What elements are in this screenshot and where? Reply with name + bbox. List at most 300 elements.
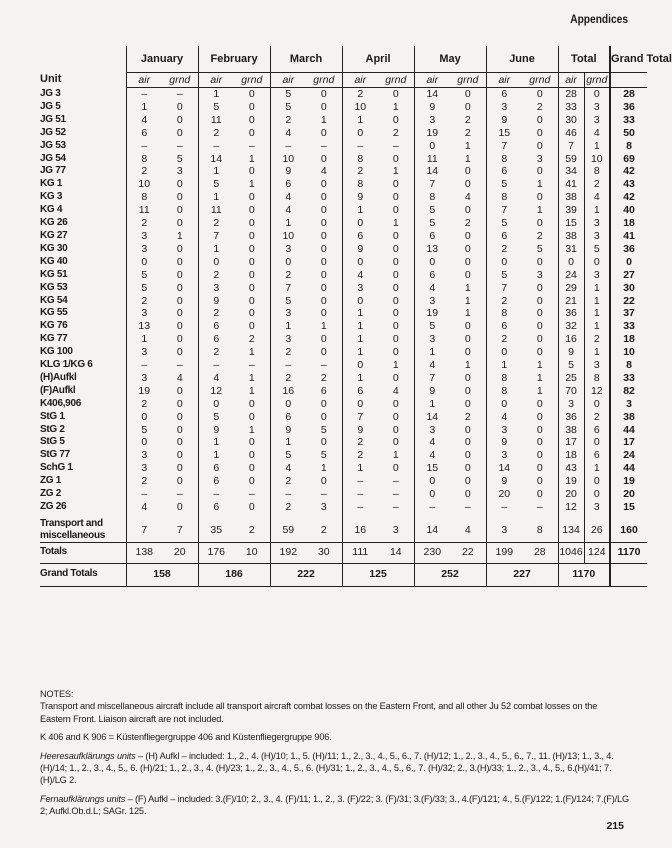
grnd-value: 1 (248, 423, 255, 436)
air-value: 2 (198, 127, 234, 140)
air-value: – (342, 501, 378, 514)
air-value: 6 (198, 320, 234, 333)
month-header: March (270, 46, 342, 73)
grnd-value: – (320, 359, 327, 372)
grnd-value: 1 (248, 346, 255, 359)
grand-total-value: 50 (610, 127, 647, 140)
air-value: 3 (486, 518, 522, 543)
grnd-value: 1 (584, 307, 610, 320)
grand-month-total: 186 (198, 563, 270, 586)
unit-name: KG 100 (40, 346, 73, 358)
air-value: 1 (342, 114, 378, 127)
air-value: 38 (558, 191, 584, 204)
month-header: January (126, 46, 198, 73)
air-value: 1 (342, 204, 378, 217)
air-value: 8 (342, 153, 378, 166)
grand-total-value: 37 (610, 307, 647, 320)
grnd-value: 0 (536, 436, 543, 449)
table-row (40, 462, 647, 475)
air-value: 10 (126, 178, 162, 191)
grnd-value: 2 (584, 333, 610, 346)
grnd-value: 0 (176, 113, 183, 126)
grnd-value: 30 (306, 542, 342, 563)
grnd-value: 0 (176, 436, 183, 449)
grnd-value: – (392, 488, 399, 501)
air-value: 0 (414, 488, 450, 501)
air-value: 0 (342, 127, 378, 140)
air-value: 1 (270, 217, 306, 230)
grand-month-total: 158 (126, 563, 198, 586)
grnd-value: 0 (584, 398, 610, 411)
grnd-value: 0 (464, 333, 471, 346)
losses-table (40, 46, 672, 587)
grnd-value: 1 (392, 217, 399, 230)
grnd-value: 3 (536, 268, 543, 281)
air-value: – (342, 140, 378, 153)
grnd-value: 1 (536, 359, 543, 372)
grnd-value: 6 (584, 424, 610, 437)
grnd-value: 2 (464, 217, 471, 230)
grnd-value: 0 (536, 88, 543, 100)
unit-name: KG 55 (40, 307, 68, 319)
grnd-value: 0 (248, 462, 255, 475)
grnd-value: 0 (536, 410, 543, 423)
air-value: 8 (486, 153, 522, 166)
grnd-value: 0 (584, 488, 610, 501)
grnd-value: 0 (536, 475, 543, 488)
air-value: 7 (270, 282, 306, 295)
grnd-value: 0 (248, 436, 255, 449)
grnd-value: 0 (464, 320, 471, 333)
air-value: 14 (414, 518, 450, 543)
air-value: 1046 (558, 542, 584, 563)
grnd-value: 0 (320, 152, 327, 165)
grnd-value: 0 (176, 320, 183, 333)
grnd-value: 0 (320, 333, 327, 346)
grnd-value: 2 (536, 229, 543, 242)
air-value: 5 (270, 295, 306, 308)
grnd-value: 0 (176, 294, 183, 307)
grand-total-value: 17 (610, 436, 647, 449)
grnd-value: 0 (248, 475, 255, 488)
air-value: 3 (486, 424, 522, 437)
grnd-value: 0 (248, 217, 255, 230)
grnd-value: 3 (584, 101, 610, 114)
grnd-value: 0 (176, 100, 183, 113)
grand-total-value: 22 (610, 295, 647, 308)
grnd-value: 0 (176, 126, 183, 139)
air-value: 46 (558, 127, 584, 140)
grnd-value: – (392, 475, 399, 488)
grnd-value: 26 (584, 518, 610, 543)
grnd-value: 1 (464, 139, 471, 152)
air-value: 4 (126, 114, 162, 127)
grnd-value: 0 (392, 294, 399, 307)
grnd-value: 1 (320, 320, 327, 333)
air-value: 0 (126, 256, 162, 269)
air-value: 4 (270, 127, 306, 140)
grnd-value: 3 (584, 114, 610, 127)
grnd-value: 0 (392, 152, 399, 165)
grnd-value: 0 (176, 268, 183, 281)
table-row (40, 178, 647, 191)
air-value: 16 (342, 518, 378, 543)
grand-total-value: 41 (610, 230, 647, 243)
grnd-value: 0 (464, 100, 471, 113)
grnd-value: 0 (320, 217, 327, 230)
grand-total-value: 18 (610, 217, 647, 230)
grnd-value: 0 (464, 436, 471, 449)
air-value: 2 (270, 501, 306, 514)
grnd-value: 0 (176, 281, 183, 294)
grnd-value: 5 (584, 243, 610, 256)
air-value: 0 (342, 256, 378, 269)
unit-name: KG 76 (40, 320, 68, 332)
air-value: 12 (198, 385, 234, 398)
grnd-value: 0 (464, 88, 471, 100)
grnd-value: 0 (248, 410, 255, 423)
unit-name: KG 54 (40, 294, 68, 306)
unit-name: KG 1 (40, 178, 63, 190)
grnd-value: – (320, 139, 327, 152)
air-value: 4 (270, 204, 306, 217)
air-subheader: air (486, 73, 522, 88)
grand-month-total: 222 (270, 563, 342, 586)
air-value: 2 (342, 165, 378, 178)
unit-name: Transport and miscellaneous (40, 517, 106, 541)
air-value: 1 (486, 359, 522, 372)
grnd-value: 0 (392, 397, 399, 410)
air-value: 2 (126, 398, 162, 411)
grnd-value: 0 (392, 178, 399, 191)
table-row (40, 140, 647, 153)
grnd-value: – (248, 139, 255, 152)
unit-name: StG 77 (40, 449, 70, 461)
grnd-value: 1 (536, 384, 543, 397)
air-value: 9 (270, 165, 306, 178)
grand-total-value: 15 (610, 501, 647, 514)
grnd-value: 0 (392, 255, 399, 268)
table-row (40, 230, 647, 243)
air-value: 5 (270, 88, 306, 101)
air-value: 1 (198, 165, 234, 178)
air-value: 10 (342, 101, 378, 114)
grnd-value: 4 (176, 371, 183, 384)
air-value: 0 (198, 398, 234, 411)
grnd-value: 3 (584, 269, 610, 282)
grnd-value: 0 (176, 423, 183, 436)
air-subheader: air (414, 73, 450, 88)
grnd-value: 0 (392, 268, 399, 281)
air-value: 1 (342, 346, 378, 359)
grnd-value: 8 (536, 523, 543, 536)
note-kustenflieger: K 406 and K 906 = Küstenfliegergruppe 406 and Küstenfliegergruppe 906. (40, 732, 332, 743)
grnd-value: 3 (584, 359, 610, 372)
air-value: 7 (486, 282, 522, 295)
table-row (40, 88, 647, 101)
air-value: 8 (414, 191, 450, 204)
grand-total-value: 10 (610, 346, 647, 359)
table-row (40, 359, 647, 372)
grnd-value: 7 (176, 523, 183, 536)
grand-total-value: 27 (610, 269, 647, 282)
air-value: – (198, 359, 234, 372)
air-value: 1 (342, 307, 378, 320)
grnd-value: 0 (176, 242, 183, 255)
grnd-value: 0 (584, 256, 610, 269)
grnd-value: 0 (320, 294, 327, 307)
grnd-value: 0 (320, 178, 327, 191)
grnd-value: 2 (464, 126, 471, 139)
air-value: 6 (486, 320, 522, 333)
air-value: 14 (414, 165, 450, 178)
grnd-value: 0 (320, 88, 327, 100)
unit-name: KG 4 (40, 204, 63, 216)
unit-name: JG 77 (40, 165, 66, 177)
air-value: 2 (342, 436, 378, 449)
air-value: 43 (558, 462, 584, 475)
air-value: 21 (558, 295, 584, 308)
air-subheader: air (342, 73, 378, 88)
unit-name: JG 54 (40, 152, 66, 164)
air-value: 19 (414, 307, 450, 320)
air-value: 0 (270, 398, 306, 411)
grnd-value: 0 (536, 307, 543, 320)
air-value: 4 (126, 501, 162, 514)
grnd-value: – (176, 359, 183, 372)
air-value: 7 (198, 230, 234, 243)
grnd-value: 0 (392, 281, 399, 294)
table-row (40, 372, 647, 385)
grand-total-value: 3 (610, 398, 647, 411)
table-row (40, 243, 647, 256)
air-value: – (270, 140, 306, 153)
subheader-row (40, 73, 647, 88)
grnd-value: 8 (584, 165, 610, 178)
air-subheader: air (558, 73, 584, 88)
air-value: 2 (198, 346, 234, 359)
grnd-value: 0 (536, 191, 543, 204)
grnd-value: 0 (320, 436, 327, 449)
air-value: 6 (126, 127, 162, 140)
air-value: 3 (486, 449, 522, 462)
grnd-value: 2 (320, 523, 327, 536)
unit-name: ZG 26 (40, 501, 67, 512)
grnd-value: 1 (584, 346, 610, 359)
grnd-value: – (320, 488, 327, 501)
air-value: 5 (126, 282, 162, 295)
air-value: 4 (414, 359, 450, 372)
grnd-value: 0 (536, 255, 543, 268)
grnd-value: – (176, 88, 183, 100)
air-value: 1 (270, 436, 306, 449)
unit-name: K406,906 (40, 397, 81, 409)
air-value: 10 (270, 153, 306, 166)
unit-name: (F)Aufkl (40, 384, 76, 396)
table-row (40, 204, 647, 217)
grnd-value: 0 (464, 475, 471, 488)
air-value: 30 (558, 114, 584, 127)
grand-total-value: 28 (610, 88, 647, 101)
air-value: 2 (198, 307, 234, 320)
grnd-value: 0 (536, 217, 543, 230)
grnd-value: 0 (536, 397, 543, 410)
grnd-value: 0 (320, 126, 327, 139)
grnd-value: 0 (176, 307, 183, 320)
grnd-value: 0 (176, 217, 183, 230)
air-value: 1 (342, 372, 378, 385)
grnd-value: 0 (392, 346, 399, 359)
grnd-value: 1 (584, 282, 610, 295)
grnd-value: 3 (536, 152, 543, 165)
air-value: 6 (414, 269, 450, 282)
grnd-value: 0 (176, 255, 183, 268)
unit-name: KG 77 (40, 333, 68, 345)
air-value: 3 (126, 372, 162, 385)
grnd-value: 0 (392, 320, 399, 333)
air-value: 14 (198, 153, 234, 166)
grand-month-total: 252 (414, 563, 486, 586)
air-value: 1 (342, 333, 378, 346)
unit-name: Totals (40, 542, 126, 563)
grnd-value: 0 (464, 488, 471, 501)
grnd-value: 1 (536, 204, 543, 217)
grnd-value: 0 (176, 191, 183, 204)
air-value: – (198, 488, 234, 501)
air-value: 9 (270, 424, 306, 437)
grnd-value: 0 (392, 410, 399, 423)
grnd-value: 0 (392, 436, 399, 449)
grnd-value: 4 (392, 384, 399, 397)
grnd-subheader: grnd (306, 73, 342, 88)
grnd-value: 0 (536, 281, 543, 294)
air-value: 59 (270, 518, 306, 543)
air-value: 3 (486, 101, 522, 114)
grnd-value: 2 (464, 113, 471, 126)
notes-heading: NOTES: (40, 689, 74, 699)
grand-month-total: 1170 (558, 563, 610, 586)
table-row (40, 282, 647, 295)
air-value: 5 (414, 204, 450, 217)
grnd-value: 0 (176, 410, 183, 423)
grand-total-value: 8 (610, 140, 647, 153)
grnd-value: 2 (584, 178, 610, 191)
air-value: 6 (486, 165, 522, 178)
table-row (40, 411, 647, 424)
page-number: 215 (606, 820, 624, 832)
air-value: 2 (270, 269, 306, 282)
unit-name: KLG 1/KG 6 (40, 359, 93, 371)
grand-totals-row (40, 563, 647, 586)
grnd-value: 1 (248, 178, 255, 191)
air-value: – (126, 488, 162, 501)
air-value: 70 (558, 385, 584, 398)
grnd-value: 1 (536, 371, 543, 384)
air-value: 13 (414, 243, 450, 256)
unit-name: SchG 1 (40, 462, 73, 474)
air-value: 8 (486, 307, 522, 320)
air-value: 1 (198, 191, 234, 204)
grnd-value: 5 (320, 449, 327, 462)
air-value: 9 (198, 424, 234, 437)
air-value: 8 (486, 372, 522, 385)
grnd-value: 2 (464, 410, 471, 423)
air-value: 16 (558, 333, 584, 346)
grnd-value: 0 (248, 229, 255, 242)
grand-total-value: 42 (610, 191, 647, 204)
air-value: 9 (342, 424, 378, 437)
grand-total-value: 8 (610, 359, 647, 372)
grnd-value: 0 (536, 449, 543, 462)
grnd-value: 1 (584, 140, 610, 153)
grnd-value: 8 (584, 372, 610, 385)
grnd-value: 0 (248, 397, 255, 410)
grnd-value: 14 (378, 542, 414, 563)
unit-column-header: Unit (40, 72, 62, 85)
air-value: 2 (270, 372, 306, 385)
grnd-subheader: grnd (378, 73, 414, 88)
grnd-value: 0 (392, 113, 399, 126)
air-value: 3 (414, 333, 450, 346)
unit-name: KG 51 (40, 268, 68, 280)
air-value: 176 (198, 542, 234, 563)
grnd-value: 0 (176, 384, 183, 397)
air-value: 0 (486, 346, 522, 359)
grand-month-total: 227 (486, 563, 558, 586)
unit-name: JG 52 (40, 126, 66, 138)
air-value: 4 (342, 269, 378, 282)
grnd-value: 0 (248, 307, 255, 320)
grnd-value: 0 (176, 449, 183, 462)
grnd-value: 6 (584, 449, 610, 462)
air-value: 0 (270, 256, 306, 269)
note-fernaufklarung: Fernaufklärungs units – (F) Aufkl – included: 3.(F)/10; 2., 3., 4. (F)/11; 1., 2., 3. (F)/22; 3. (F)/31; 3.(F)/33; 3., 4.(F)/121; 4., 5.(F)/122; 1.(F)/124; 7.(F)/LG 2; Aufkl.Ob.d.L; SAGr. 125. (40, 793, 629, 817)
grnd-value: 1 (320, 113, 327, 126)
air-value: 8 (126, 153, 162, 166)
air-value: 2 (486, 333, 522, 346)
air-value: 24 (558, 269, 584, 282)
table-row (40, 385, 647, 398)
note-label: Fernaufklärungs units (40, 793, 126, 804)
grnd-value: 0 (536, 333, 543, 346)
air-value: 1 (342, 462, 378, 475)
air-value: 0 (414, 256, 450, 269)
table-row (40, 127, 647, 140)
air-value: 2 (270, 475, 306, 488)
grnd-value: 0 (536, 113, 543, 126)
grnd-value: 0 (536, 488, 543, 501)
grnd-value: 0 (392, 333, 399, 346)
grnd-value: – (248, 359, 255, 372)
grnd-value: 0 (320, 229, 327, 242)
unit-name: KG 40 (40, 255, 68, 267)
air-value: 28 (558, 88, 584, 101)
unit-name: JG 5 (40, 100, 61, 112)
table-row (40, 217, 647, 230)
air-value: 5 (414, 217, 450, 230)
grnd-value: 10 (234, 542, 270, 563)
air-value: 4 (198, 372, 234, 385)
grnd-value: 1 (464, 359, 471, 372)
unit-name: StG 1 (40, 410, 65, 422)
grnd-value: 0 (392, 242, 399, 255)
grnd-value: 2 (392, 126, 399, 139)
air-value: 3 (126, 449, 162, 462)
grand-total-value: 36 (610, 101, 647, 114)
air-value: 1 (342, 320, 378, 333)
air-value: 7 (558, 140, 584, 153)
table-row (40, 320, 647, 333)
